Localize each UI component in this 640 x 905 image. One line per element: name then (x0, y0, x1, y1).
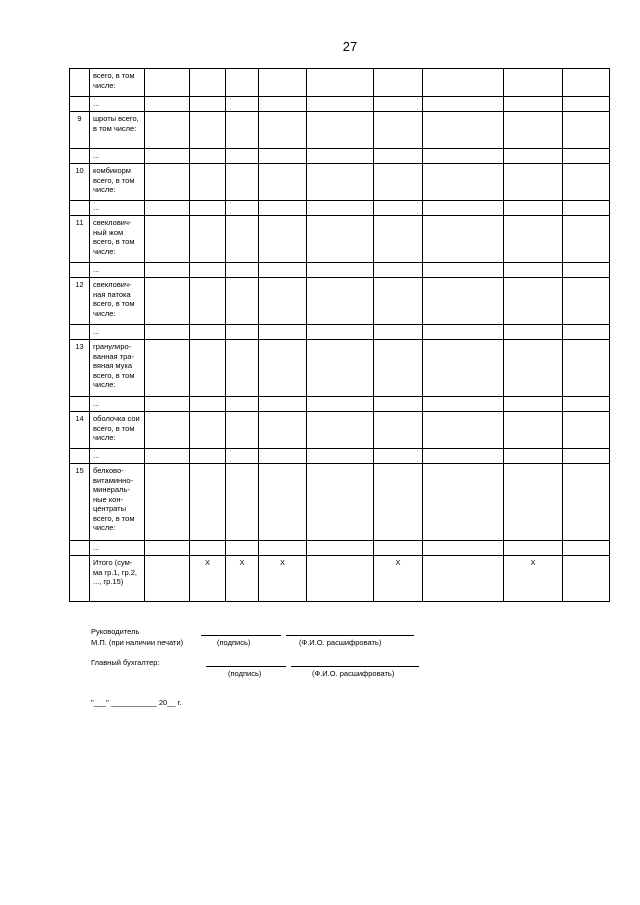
data-cell (226, 278, 259, 325)
data-cell (307, 449, 374, 464)
data-cell (190, 97, 226, 112)
data-cell (145, 97, 190, 112)
data-cell (504, 449, 563, 464)
data-cell (145, 541, 190, 556)
row-name: ... (90, 449, 145, 464)
table-row (70, 278, 610, 325)
data-cell (563, 278, 610, 325)
data-cell (307, 112, 374, 149)
data-cell (226, 112, 259, 149)
row-number (70, 69, 90, 97)
data-cell (190, 541, 226, 556)
data-cell (563, 325, 610, 340)
accountant-signature-caption: (подпись) (228, 669, 262, 678)
data-cell (374, 464, 423, 541)
row-number (70, 325, 90, 340)
head-label: Руководитель (91, 627, 140, 636)
row-number: 9 (70, 112, 90, 149)
data-cell (307, 541, 374, 556)
table-row (70, 216, 610, 263)
data-cell (190, 201, 226, 216)
table-row (70, 340, 610, 397)
data-cell (374, 216, 423, 263)
data-cell (226, 397, 259, 412)
data-cell (190, 449, 226, 464)
data-cell (563, 164, 610, 201)
data-cell (374, 164, 423, 201)
data-cell (190, 278, 226, 325)
data-cell (374, 541, 423, 556)
data-cell (307, 340, 374, 397)
data-cell (307, 412, 374, 449)
table-row (70, 263, 610, 278)
row-number (70, 263, 90, 278)
row-name: свеклович- ный жом всего, в том числе: (90, 216, 145, 263)
data-cell (259, 449, 307, 464)
data-cell (374, 449, 423, 464)
row-name: ... (90, 325, 145, 340)
total-cell (563, 556, 610, 602)
row-number (70, 149, 90, 164)
row-number: 12 (70, 278, 90, 325)
data-cell (504, 412, 563, 449)
data-cell (307, 278, 374, 325)
data-cell (504, 112, 563, 149)
row-name: белково- витаминно- минераль- ные кон- центраты всего, в том числе: (90, 464, 145, 541)
table-row (70, 412, 610, 449)
data-cell (259, 112, 307, 149)
table-row (70, 97, 610, 112)
data-cell (226, 263, 259, 278)
data-cell (563, 112, 610, 149)
row-number: 10 (70, 164, 90, 201)
data-cell (259, 397, 307, 412)
row-name: ... (90, 149, 145, 164)
data-cell (504, 278, 563, 325)
row-name: ... (90, 201, 145, 216)
data-cell (423, 397, 504, 412)
data-cell (563, 149, 610, 164)
data-cell (504, 164, 563, 201)
table-row (70, 464, 610, 541)
total-cell: X (374, 556, 423, 602)
data-cell (307, 325, 374, 340)
data-cell (563, 541, 610, 556)
data-cell (145, 278, 190, 325)
head-signature-line (201, 635, 281, 636)
row-number (70, 556, 90, 602)
data-cell (423, 325, 504, 340)
data-cell (563, 263, 610, 278)
total-cell: X (226, 556, 259, 602)
data-cell (145, 397, 190, 412)
data-cell (145, 112, 190, 149)
accountant-name-caption: (Ф.И.О. расшифровать) (312, 669, 395, 678)
data-cell (423, 449, 504, 464)
data-cell (259, 97, 307, 112)
accountant-signature-line (206, 666, 286, 667)
data-cell (226, 541, 259, 556)
row-number (70, 449, 90, 464)
data-cell (226, 201, 259, 216)
data-cell (563, 449, 610, 464)
data-cell (226, 97, 259, 112)
row-name: ... (90, 263, 145, 278)
data-cell (259, 325, 307, 340)
data-cell (259, 464, 307, 541)
data-cell (307, 464, 374, 541)
data-cell (307, 149, 374, 164)
row-number (70, 97, 90, 112)
data-cell (259, 149, 307, 164)
row-number: 14 (70, 412, 90, 449)
data-cell (374, 340, 423, 397)
data-cell (307, 397, 374, 412)
data-cell (190, 412, 226, 449)
table-row (70, 201, 610, 216)
row-number: 15 (70, 464, 90, 541)
head-name-caption: (Ф.И.О. расшифровать) (299, 638, 382, 647)
row-number: 13 (70, 340, 90, 397)
data-cell (226, 340, 259, 397)
row-name: гранулиро- ванная тра- вяная мука всего, в том числе: (90, 340, 145, 397)
row-name: ... (90, 541, 145, 556)
data-cell (190, 464, 226, 541)
data-cell (145, 201, 190, 216)
data-cell (226, 164, 259, 201)
total-cell: X (504, 556, 563, 602)
row-name: комбикорм всего, в том числе: (90, 164, 145, 201)
data-cell (226, 464, 259, 541)
table-row (70, 397, 610, 412)
data-cell (504, 216, 563, 263)
data-cell (374, 263, 423, 278)
data-cell (563, 216, 610, 263)
accountant-label: Главный бухгалтер: (91, 658, 160, 667)
data-cell (423, 216, 504, 263)
data-cell (259, 412, 307, 449)
row-name: оболочка сои всего, в том числе: (90, 412, 145, 449)
data-cell (423, 112, 504, 149)
data-cell (563, 69, 610, 97)
data-cell (563, 201, 610, 216)
total-cell (423, 556, 504, 602)
total-cell: X (190, 556, 226, 602)
total-cell (307, 556, 374, 602)
row-name: всего, в том числе: (90, 69, 145, 97)
table-row (70, 325, 610, 340)
data-cell (563, 397, 610, 412)
data-cell (423, 149, 504, 164)
head-signature-caption: (подпись) (217, 638, 251, 647)
data-cell (374, 278, 423, 325)
data-cell (145, 149, 190, 164)
data-cell (504, 201, 563, 216)
total-cell (145, 556, 190, 602)
row-number (70, 541, 90, 556)
report-table-body (70, 69, 610, 602)
accountant-name-line (291, 666, 419, 667)
row-name: шроты всего, в том числе: (90, 112, 145, 149)
data-cell (145, 216, 190, 263)
data-cell (226, 449, 259, 464)
data-cell (504, 97, 563, 112)
data-cell (145, 464, 190, 541)
data-cell (423, 278, 504, 325)
data-cell (145, 69, 190, 97)
table-row (70, 112, 610, 149)
row-number (70, 201, 90, 216)
data-cell (145, 412, 190, 449)
data-cell (226, 216, 259, 263)
data-cell (307, 263, 374, 278)
data-cell (307, 216, 374, 263)
row-name: ... (90, 397, 145, 412)
data-cell (374, 112, 423, 149)
data-cell (374, 69, 423, 97)
data-cell (145, 325, 190, 340)
data-cell (307, 164, 374, 201)
data-cell (259, 278, 307, 325)
row-name: ... (90, 97, 145, 112)
data-cell (145, 263, 190, 278)
data-cell (563, 97, 610, 112)
table-row (70, 541, 610, 556)
row-number: 11 (70, 216, 90, 263)
data-cell (504, 464, 563, 541)
data-cell (563, 412, 610, 449)
data-cell (423, 201, 504, 216)
data-cell (504, 541, 563, 556)
table-row (70, 449, 610, 464)
data-cell (259, 340, 307, 397)
table-row (70, 149, 610, 164)
report-table (69, 68, 610, 602)
date-line: "___" ___________ 20__ г. (91, 698, 182, 707)
data-cell (190, 112, 226, 149)
data-cell (259, 263, 307, 278)
data-cell (145, 164, 190, 201)
data-cell (307, 69, 374, 97)
data-cell (423, 340, 504, 397)
data-cell (423, 164, 504, 201)
stamp-label: М.П. (при наличии печати) (91, 638, 184, 647)
data-cell (259, 69, 307, 97)
data-cell (504, 340, 563, 397)
data-cell (226, 325, 259, 340)
data-cell (190, 263, 226, 278)
data-cell (423, 541, 504, 556)
data-cell (423, 69, 504, 97)
table-row (70, 164, 610, 201)
data-cell (504, 397, 563, 412)
row-number (70, 397, 90, 412)
data-cell (190, 149, 226, 164)
total-row (70, 556, 610, 602)
data-cell (504, 149, 563, 164)
data-cell (504, 69, 563, 97)
data-cell (190, 164, 226, 201)
data-cell (563, 340, 610, 397)
data-cell (374, 149, 423, 164)
data-cell (226, 69, 259, 97)
data-cell (307, 201, 374, 216)
data-cell (423, 263, 504, 278)
row-name: свеклович- ная патока всего, в том числе: (90, 278, 145, 325)
data-cell (190, 216, 226, 263)
row-name: Итого (сум- ма гр.1, гр.2, ..., гр.15) (90, 556, 145, 602)
data-cell (563, 464, 610, 541)
data-cell (423, 412, 504, 449)
data-cell (190, 325, 226, 340)
data-cell (423, 464, 504, 541)
data-cell (259, 201, 307, 216)
data-cell (307, 97, 374, 112)
head-name-line (286, 635, 414, 636)
data-cell (190, 340, 226, 397)
table-row (70, 69, 610, 97)
data-cell (145, 449, 190, 464)
data-cell (190, 397, 226, 412)
page-number: 27 (342, 39, 358, 54)
data-cell (259, 541, 307, 556)
data-cell (423, 97, 504, 112)
data-cell (374, 412, 423, 449)
data-cell (504, 263, 563, 278)
data-cell (259, 216, 307, 263)
data-cell (374, 397, 423, 412)
data-cell (374, 97, 423, 112)
data-cell (145, 340, 190, 397)
data-cell (259, 164, 307, 201)
data-cell (374, 325, 423, 340)
data-cell (190, 69, 226, 97)
total-cell: X (259, 556, 307, 602)
data-cell (226, 412, 259, 449)
data-cell (226, 149, 259, 164)
data-cell (504, 325, 563, 340)
data-cell (374, 201, 423, 216)
